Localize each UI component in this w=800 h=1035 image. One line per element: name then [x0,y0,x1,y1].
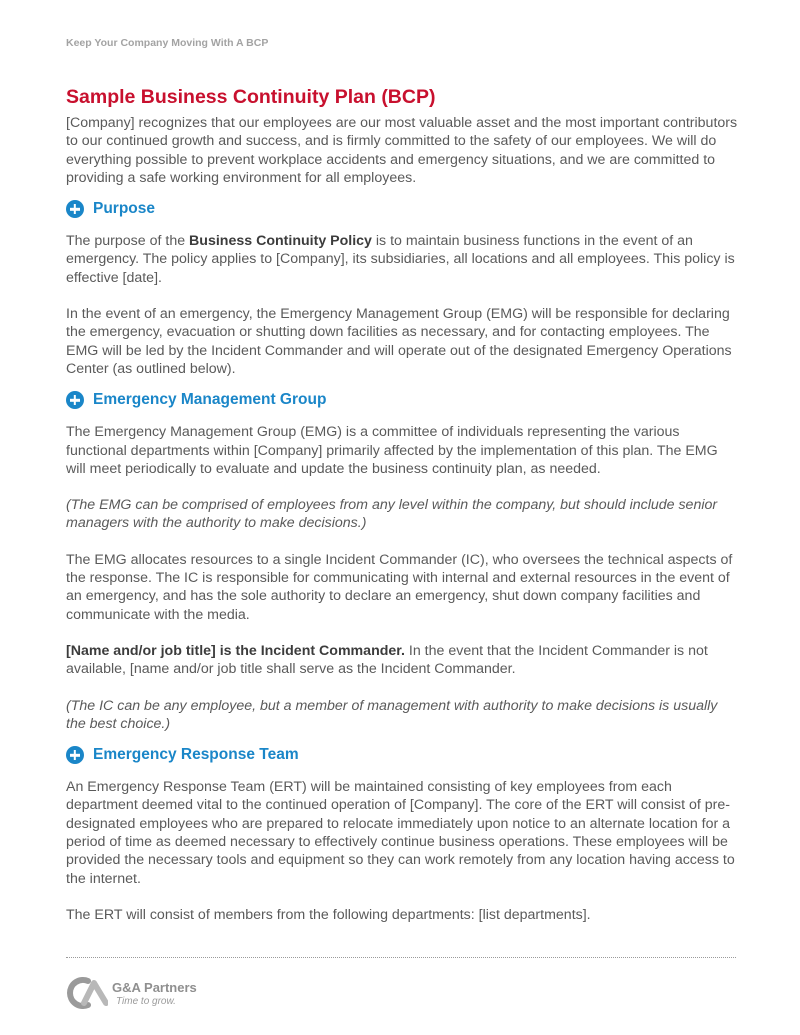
section-heading-label: Emergency Response Team [93,746,299,764]
text-run: is to maintain business functions in the event of an emergency. The policy applies to [Company], its subsidiaries, all locations and all employees. This policy is effective [date]. [66,233,735,286]
footer-divider [66,957,736,958]
section-heading-emg [66,389,738,411]
policy-name: Business Continuity Policy [189,233,372,250]
emg-paragraph-2: The EMG allocates resources to a single Incident Commander (IC), who oversees the technical aspects of the response. The IC is responsible for communicating with internal and external resources in the event of an emergency, and has the sole authority to declare an emergency, shut down company facilities and communicate with the media. [66,551,733,623]
emg-paragraph-1: The Emergency Management Group (EMG) is a committee of individuals representing the various functional departments within [Company] primarily affected by the implementation of this plan. The EMG will meet periodically to evaluate and update the business continuity plan, as needed. [66,424,718,477]
plus-circle-icon [66,200,84,218]
text-run: The purpose of the [66,233,190,250]
purpose-paragraph-1 [66,232,738,287]
running-header: Keep Your Company Moving With A BCP [66,37,269,49]
logo-text [112,980,197,1008]
emg-note-2: (The IC can be any employee, but a member of management with authority to make decisions is usually the best choice.) [66,697,718,732]
section-heading-label: Purpose [93,200,156,218]
emg-note-1: (The EMG can be comprised of employees from any level within the company, but should include senior managers with the authority to make decisions.) [66,497,718,532]
section-heading-ert [66,744,738,766]
logo-name: G&A Partners [112,980,197,995]
intro-paragraph: [Company] recognizes that our employees are our most valuable asset and the most important contributors to our continued growth and success, and is firmly committed to the safety of our employees. We will do everything possible to prevent workplace accidents and emergency situations, and we are committed to providing a safe working environment for all employees. [66,115,738,186]
ert-paragraph-2: The ERT will consist of members from the following departments: [list departments]. [66,906,591,923]
section-heading-purpose [66,198,738,220]
plus-circle-icon [66,391,84,409]
logo-tagline: Time to grow. [116,996,176,1007]
purpose-paragraph-2: In the event of an emergency, the Emergency Management Group (EMG) will be responsible for declaring the emergency, evacuation or shutting down facilities as necessary, and for contacting employees. The EMG will be led by the Incident Commander and will operate out of the designated Emergency Operations Center (as outlined below). [66,306,732,377]
ert-paragraph-1: An Emergency Response Team (ERT) will be maintained consisting of key employees from each department deemed vital to the continued operation of [Company]. The core of the ERT will consist of pre-designated employees who are prepared to relocate immediately upon notice to an alternate location for a period of time as deemed necessary to effectively continue business operations. These employees will be provided the necessary tools and equipment so they can work remotely from any location having access to the internet. [66,779,735,887]
ga-partners-logo-icon [64,975,108,1009]
footer-logo [64,975,197,1009]
incident-commander-statement: [Name and/or job title] is the Incident Commander. [66,642,405,659]
text-run: In the event that the Incident Commander is not available, [name and/or job title shall serve as the Incident Commander. [66,642,708,678]
document-title: Sample Business Continuity Plan (BCP) [66,86,436,108]
section-heading-label: Emergency Management Group [93,391,327,409]
plus-circle-icon [66,746,84,764]
document-body [66,114,738,942]
emg-paragraph-3 [66,642,738,679]
